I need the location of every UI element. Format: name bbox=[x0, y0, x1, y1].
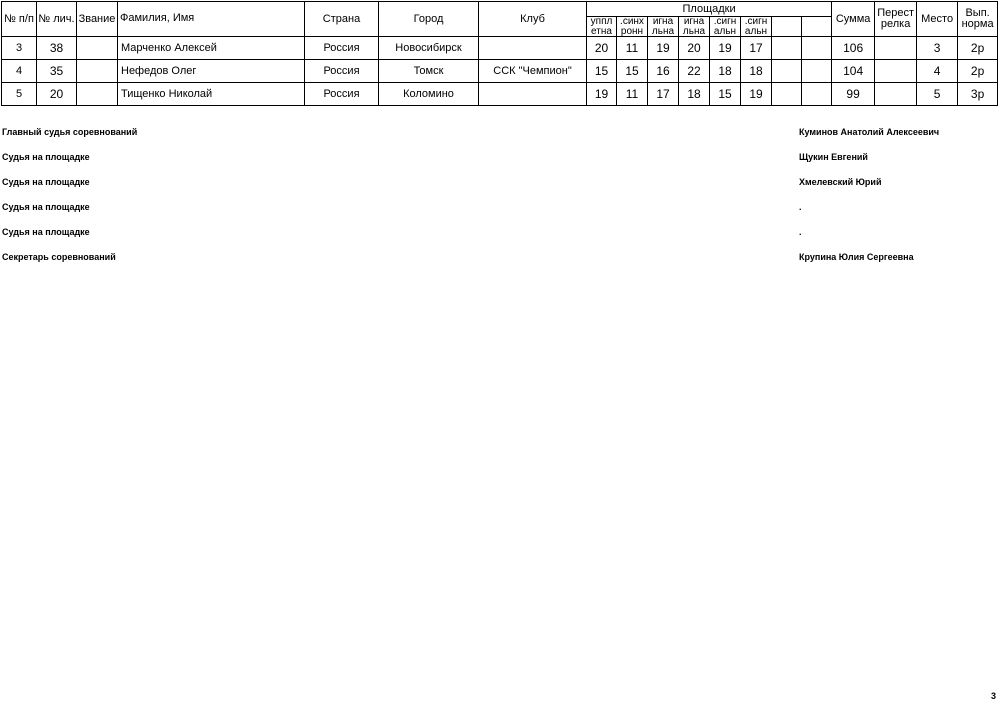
cell-score: 18 bbox=[741, 60, 772, 83]
header-name: Фамилия, Имя bbox=[118, 2, 305, 37]
table-row bbox=[2, 60, 998, 83]
header-club: Клуб bbox=[479, 2, 587, 37]
results-table bbox=[1, 1, 998, 106]
official-role: Судья на площадке bbox=[2, 152, 90, 162]
official-role: Судья на площадке bbox=[2, 227, 90, 237]
cell-score bbox=[772, 37, 802, 60]
cell-score bbox=[802, 83, 832, 106]
official-name: Куминов Анатолий Алексеевич bbox=[799, 127, 940, 137]
cell-norm: 3р bbox=[958, 83, 998, 106]
court-subheader: .сигн альн bbox=[741, 17, 772, 37]
cell-club bbox=[479, 37, 587, 60]
cell-country: Россия bbox=[305, 83, 379, 106]
cell-score: 19 bbox=[587, 83, 617, 106]
cell-city: Томск bbox=[379, 60, 479, 83]
header-num: № п/п bbox=[2, 2, 37, 37]
page-number: 3 bbox=[990, 691, 996, 701]
cell-score: 19 bbox=[741, 83, 772, 106]
cell-rerace bbox=[875, 60, 917, 83]
official-name: Щукин Евгений bbox=[799, 152, 868, 162]
cell-num: 4 bbox=[2, 60, 37, 83]
court-subheader bbox=[802, 17, 832, 37]
court-subheader: игна льна bbox=[679, 17, 710, 37]
cell-city: Новосибирск bbox=[379, 37, 479, 60]
table-row bbox=[2, 37, 998, 60]
cell-score: 15 bbox=[587, 60, 617, 83]
cell-country: Россия bbox=[305, 60, 379, 83]
cell-name: Нефедов Олег bbox=[118, 60, 305, 83]
cell-score: 17 bbox=[741, 37, 772, 60]
cell-score: 18 bbox=[710, 60, 741, 83]
cell-personal: 35 bbox=[37, 60, 77, 83]
cell-city: Коломино bbox=[379, 83, 479, 106]
official-name: Хмелевский Юрий bbox=[799, 177, 882, 187]
cell-score: 18 bbox=[679, 83, 710, 106]
cell-sum: 106 bbox=[832, 37, 875, 60]
cell-rank bbox=[77, 37, 118, 60]
cell-club: ССК "Чемпион" bbox=[479, 60, 587, 83]
cell-rank bbox=[77, 83, 118, 106]
official-row bbox=[2, 127, 996, 152]
header-rank: Звание bbox=[77, 2, 118, 37]
cell-sum: 104 bbox=[832, 60, 875, 83]
header-personal-number: № лич. bbox=[37, 2, 77, 37]
cell-score: 19 bbox=[648, 37, 679, 60]
official-row bbox=[2, 227, 996, 252]
cell-country: Россия bbox=[305, 37, 379, 60]
cell-score: 22 bbox=[679, 60, 710, 83]
cell-num: 3 bbox=[2, 37, 37, 60]
court-subheader: уппл етна bbox=[587, 17, 617, 37]
court-subheader: игна льна bbox=[648, 17, 679, 37]
cell-score bbox=[772, 60, 802, 83]
court-subheader: .синх ронн bbox=[617, 17, 648, 37]
official-role: Судья на площадке bbox=[2, 177, 90, 187]
header-courts: Площадки bbox=[587, 2, 832, 17]
official-role: Секретарь соревнований bbox=[2, 252, 116, 262]
official-name: Крупина Юлия Сергеевна bbox=[799, 252, 914, 262]
court-subheader bbox=[772, 17, 802, 37]
official-role: Судья на площадке bbox=[2, 202, 90, 212]
official-row bbox=[2, 177, 996, 202]
cell-score: 11 bbox=[617, 37, 648, 60]
cell-club bbox=[479, 83, 587, 106]
officials-list bbox=[2, 127, 996, 277]
table-row bbox=[2, 83, 998, 106]
header-place: Место bbox=[917, 2, 958, 37]
cell-score: 20 bbox=[587, 37, 617, 60]
cell-rerace bbox=[875, 83, 917, 106]
cell-name: Марченко Алексей bbox=[118, 37, 305, 60]
cell-personal: 38 bbox=[37, 37, 77, 60]
official-row bbox=[2, 152, 996, 177]
cell-score: 20 bbox=[679, 37, 710, 60]
cell-num: 5 bbox=[2, 83, 37, 106]
cell-score: 16 bbox=[648, 60, 679, 83]
court-subheader: .сигн альн bbox=[710, 17, 741, 37]
cell-rank bbox=[77, 60, 118, 83]
header-country: Страна bbox=[305, 2, 379, 37]
cell-norm: 2р bbox=[958, 37, 998, 60]
header-sum: Сумма bbox=[832, 2, 875, 37]
cell-score bbox=[802, 37, 832, 60]
header-city: Город bbox=[379, 2, 479, 37]
header-rerace: Перест релка bbox=[875, 2, 917, 37]
cell-sum: 99 bbox=[832, 83, 875, 106]
cell-norm: 2р bbox=[958, 60, 998, 83]
cell-place: 4 bbox=[917, 60, 958, 83]
official-row bbox=[2, 202, 996, 227]
cell-score: 15 bbox=[710, 83, 741, 106]
official-role: Главный судья соревнований bbox=[2, 127, 138, 137]
cell-score: 19 bbox=[710, 37, 741, 60]
official-row bbox=[2, 252, 996, 277]
cell-rerace bbox=[875, 37, 917, 60]
cell-score: 15 bbox=[617, 60, 648, 83]
cell-personal: 20 bbox=[37, 83, 77, 106]
cell-score bbox=[802, 60, 832, 83]
cell-place: 5 bbox=[917, 83, 958, 106]
cell-score: 17 bbox=[648, 83, 679, 106]
official-name: . bbox=[799, 202, 802, 212]
cell-name: Тищенко Николай bbox=[118, 83, 305, 106]
header-norm: Вып. норма bbox=[958, 2, 998, 37]
cell-score bbox=[772, 83, 802, 106]
cell-place: 3 bbox=[917, 37, 958, 60]
official-name: . bbox=[799, 227, 802, 237]
cell-score: 11 bbox=[617, 83, 648, 106]
